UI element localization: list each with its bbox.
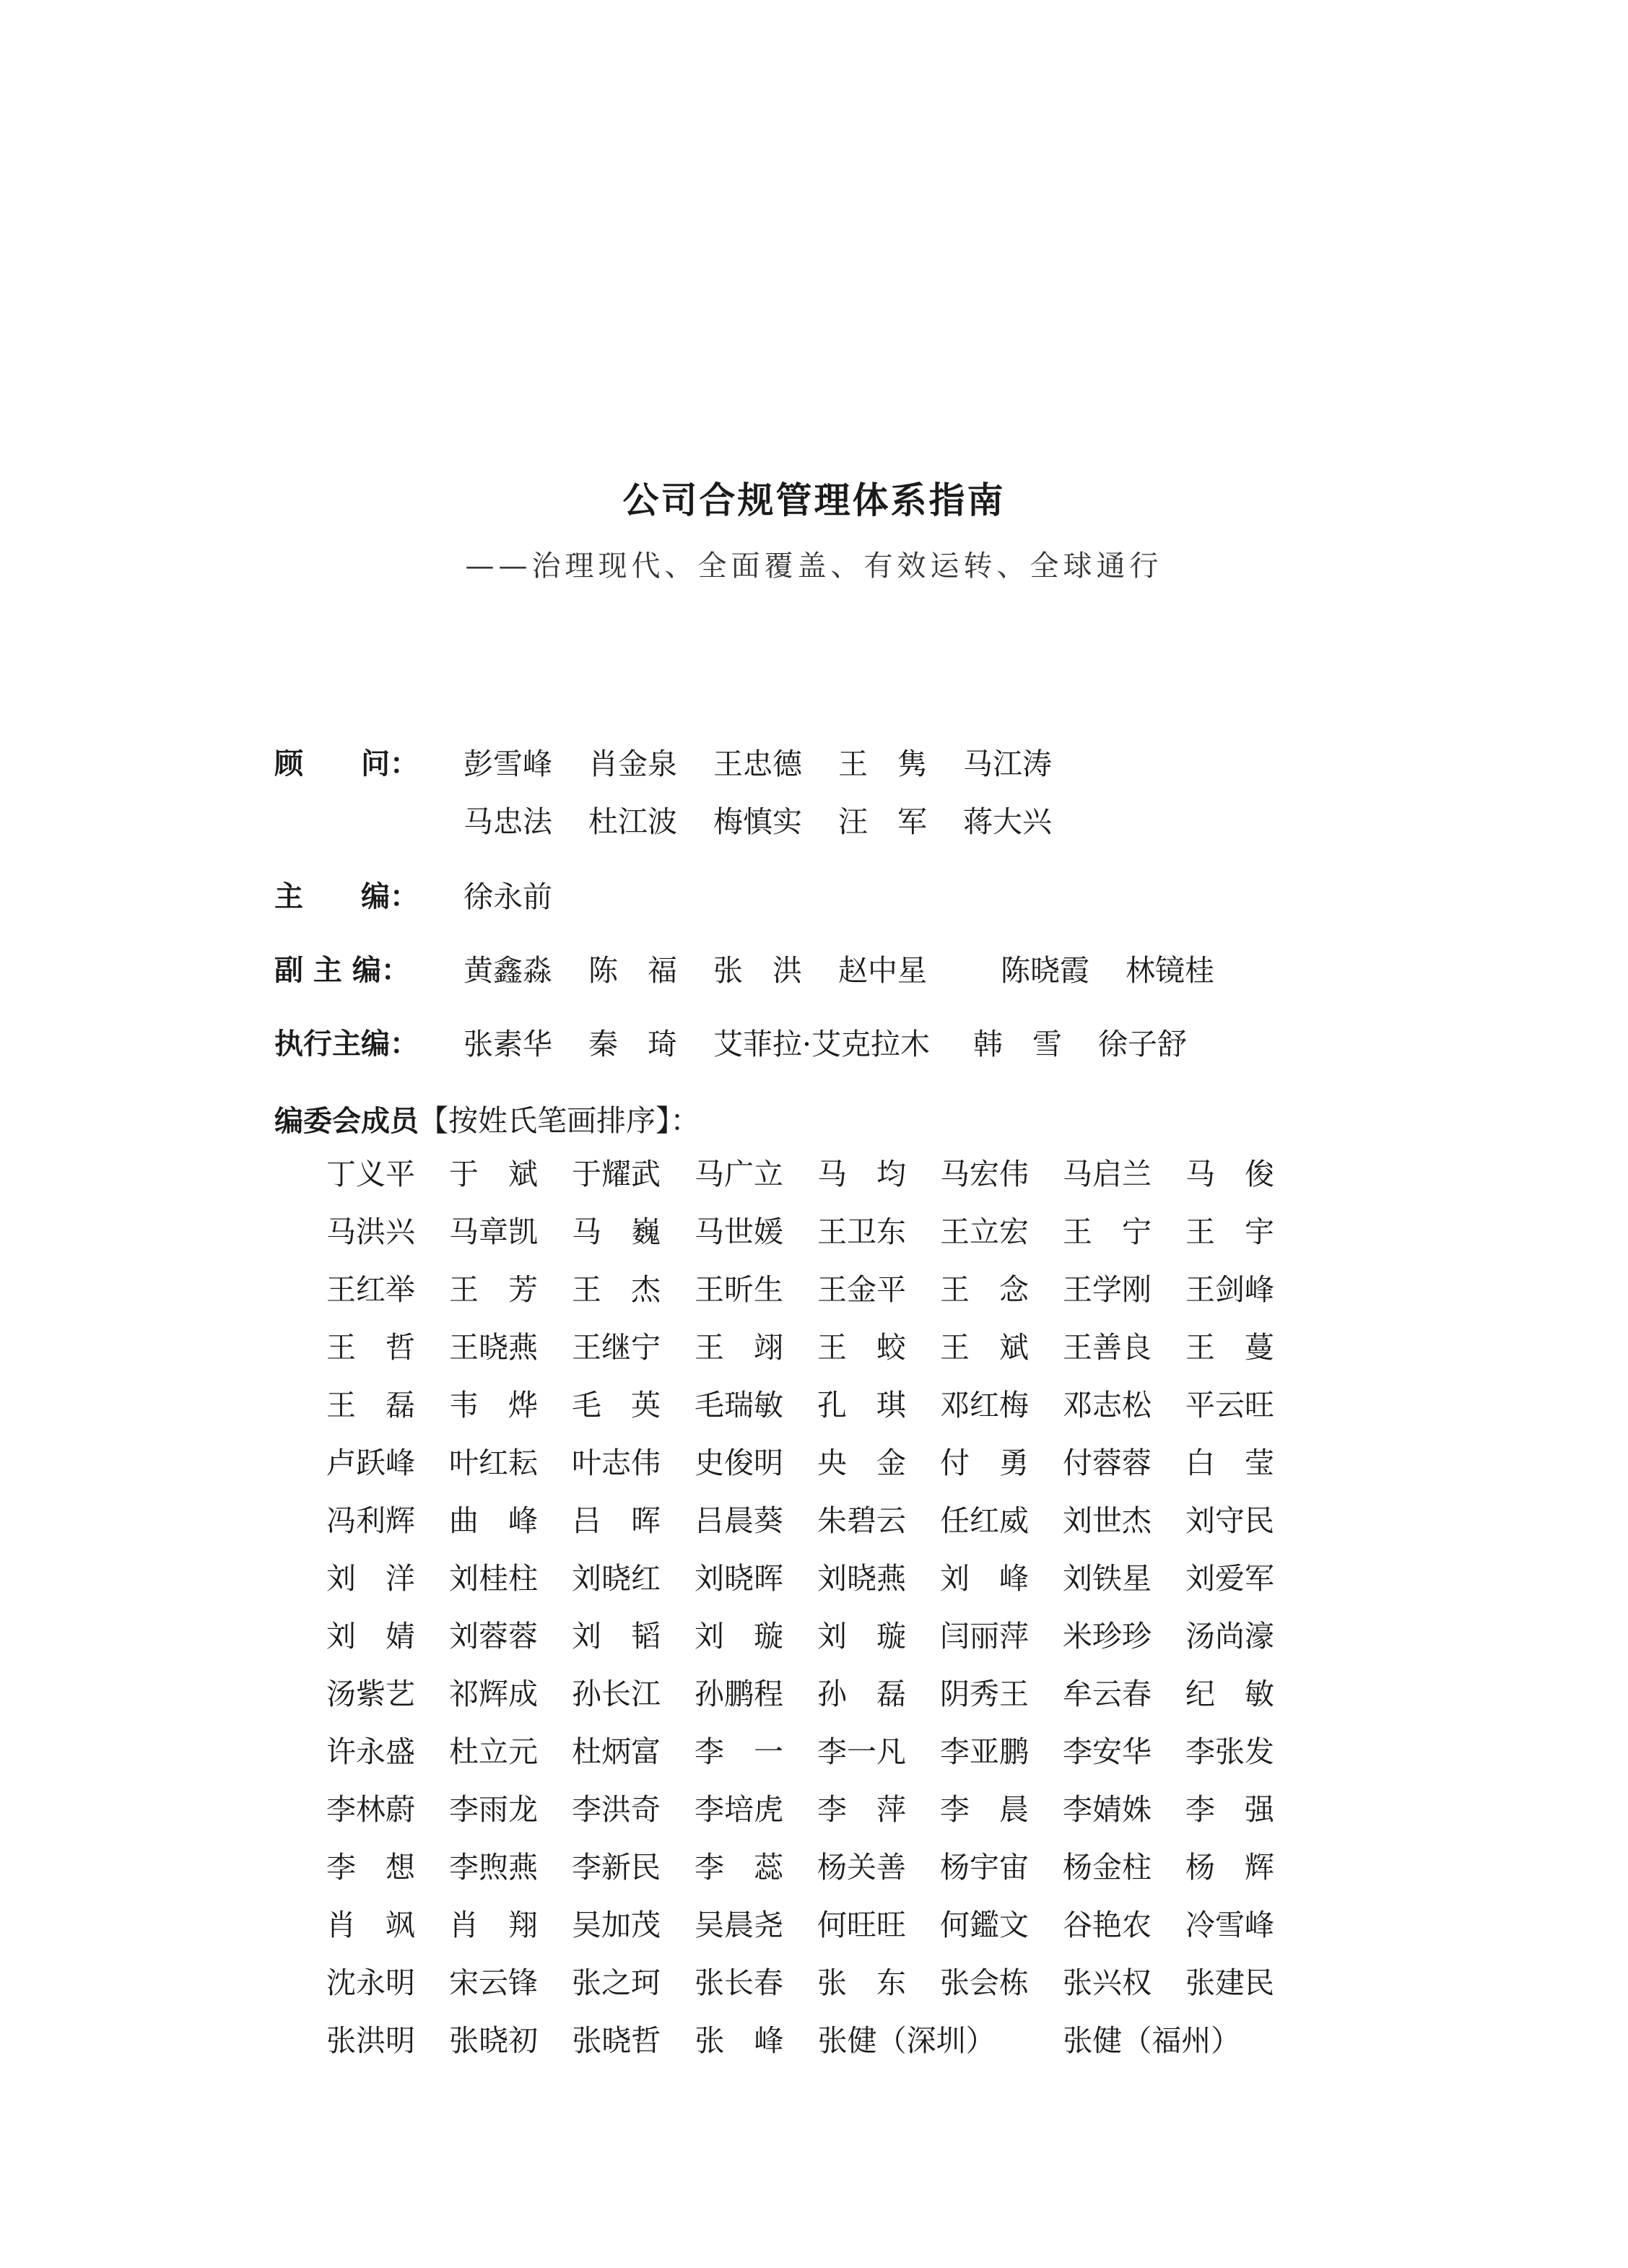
- committee-member-name: 王 哲: [326, 1330, 415, 1365]
- executive-editor-name: 徐子舒: [1098, 1027, 1187, 1061]
- committee-member-name: 马宏伟: [940, 1157, 1029, 1191]
- deputy-editor-name: 林镜桂: [1126, 953, 1214, 988]
- committee-member-name: 任红威: [940, 1503, 1029, 1538]
- chief-editor-names: [463, 877, 588, 917]
- book-subtitle: ——治理现代、全面覆盖、有效运转、全球通行: [465, 549, 1163, 583]
- committee-member-name: 杜炳富: [572, 1734, 661, 1769]
- committee-member-name: 张兴权: [1063, 1965, 1152, 2000]
- committee-member-name: 杨金柱: [1063, 1850, 1152, 1885]
- committee-row: [326, 1616, 1308, 1674]
- committee-member-name: 王晓燕: [449, 1330, 538, 1365]
- committee-row: [326, 1154, 1308, 1212]
- advisor-name: 杜江波: [588, 804, 677, 839]
- committee-member-name: 汤尚濠: [1185, 1619, 1274, 1654]
- committee-member-name: 马章凯: [449, 1215, 538, 1249]
- committee-member-name: 毛 英: [572, 1388, 661, 1422]
- committee-member-name: 王 翊: [695, 1330, 783, 1365]
- committee-member-name: 刘 璇: [817, 1619, 906, 1654]
- executive-editor-name: 秦 琦: [588, 1027, 677, 1061]
- committee-member-name: 刘 峰: [940, 1561, 1029, 1596]
- committee-member-name: 曲 峰: [449, 1503, 538, 1538]
- committee-member-name: 王学刚: [1063, 1272, 1152, 1307]
- committee-member-name: 平云旺: [1185, 1388, 1274, 1422]
- committee-member-name: 吴加茂: [572, 1908, 661, 1942]
- committee-member-name: 李张发: [1185, 1734, 1274, 1769]
- committee-member-name: 王金平: [817, 1272, 906, 1307]
- committee-row: [326, 1327, 1308, 1385]
- committee-member-name: 孔 琪: [817, 1388, 906, 1422]
- committee-member-name: 付蓉蓉: [1063, 1446, 1152, 1480]
- committee-member-name: 李婧姝: [1063, 1792, 1152, 1827]
- committee-member-name: 孙长江: [572, 1677, 661, 1711]
- committee-row: [326, 1963, 1308, 2020]
- committee-member-name: 沈永明: [326, 1965, 415, 2000]
- committee-member-name: 刘 韬: [572, 1619, 661, 1654]
- executive-editor-name: 张素华: [463, 1027, 552, 1061]
- committee-member-name: 张之珂: [572, 1965, 661, 2000]
- committee-member-name: 张晓哲: [572, 2023, 661, 2058]
- advisor-name: 王 隽: [838, 747, 927, 781]
- committee-member-name: 于 斌: [449, 1157, 538, 1191]
- committee-member-name: 李 晨: [940, 1792, 1029, 1827]
- committee-member-name: 李 一: [695, 1734, 783, 1769]
- committee-member-name: 肖 飒: [326, 1908, 415, 1942]
- committee-member-name: 刘 洋: [326, 1561, 415, 1596]
- committee-member-name: 李新民: [572, 1850, 661, 1885]
- committee-member-name: 王 杰: [572, 1272, 661, 1307]
- advisor-name: 王忠德: [713, 747, 802, 781]
- committee-member-name: 米珍珍: [1063, 1619, 1152, 1654]
- deputy-editor-name: 张 洪: [713, 953, 802, 988]
- committee-member-name: 张晓初: [449, 2023, 539, 2058]
- committee-note: 【按姓氏笔画排序】：: [419, 1103, 700, 1138]
- committee-member-name: 张 峰: [695, 2023, 784, 2058]
- committee-member-name: 丁义平: [326, 1157, 415, 1191]
- committee-member-name: 张长春: [695, 1965, 783, 2000]
- committee-member-name: 马洪兴: [326, 1215, 415, 1249]
- committee-member-name: 刘爱军: [1185, 1561, 1274, 1596]
- committee-row: [326, 1905, 1308, 1963]
- committee-member-name: 李林蔚: [326, 1792, 415, 1827]
- committee-member-name: 孙鹏程: [695, 1677, 783, 1711]
- committee-member-name: 王卫东: [817, 1215, 906, 1249]
- committee-member-name: 王红举: [326, 1272, 415, 1307]
- committee-member-name: 李 想: [326, 1850, 415, 1885]
- committee-member-name: 杜立元: [449, 1734, 538, 1769]
- committee-member-name: 刘 璇: [695, 1619, 783, 1654]
- committee-member-name: 韦 烨: [449, 1388, 538, 1422]
- committee-member-name: 何鑑文: [940, 1908, 1029, 1942]
- committee-member-name: 马 均: [817, 1157, 906, 1191]
- committee-member-name: 杨 辉: [1185, 1850, 1274, 1885]
- committee-row: [326, 1212, 1308, 1269]
- committee-member-name: 刘 婧: [326, 1619, 415, 1654]
- advisor-name: 肖金泉: [588, 747, 677, 781]
- committee-member-name: 邓红梅: [940, 1388, 1029, 1422]
- committee-member-name: 叶志伟: [572, 1446, 661, 1480]
- committee-member-name: 马世媛: [695, 1215, 783, 1249]
- committee-member-name: 刘桂柱: [449, 1561, 538, 1596]
- committee-member-name: 肖 翔: [449, 1908, 538, 1942]
- committee-member-name: 闫丽萍: [940, 1619, 1029, 1654]
- committee-member-name: 杨宇宙: [940, 1850, 1029, 1885]
- committee-member-name: 王立宏: [940, 1215, 1029, 1249]
- committee-member-name: 马启兰: [1063, 1157, 1152, 1191]
- committee-member-name: 张建民: [1185, 1965, 1274, 2000]
- committee-row: [326, 1500, 1308, 1558]
- committee-member-name: 纪 敏: [1185, 1677, 1274, 1711]
- advisors-names-2: [463, 801, 1088, 842]
- committee-member-name: 李亚鹏: [940, 1734, 1029, 1769]
- deputy-editors-names: [463, 950, 1250, 991]
- committee-member-name: 许永盛: [326, 1734, 415, 1769]
- committee-members-grid: [326, 1154, 1308, 2078]
- committee-member-name: 王 宁: [1063, 1215, 1152, 1249]
- committee-member-name: 刘晓燕: [817, 1561, 906, 1596]
- committee-row: [326, 1558, 1308, 1616]
- committee-member-name: 王剑峰: [1185, 1272, 1274, 1307]
- committee-member-name: 刘铁星: [1063, 1561, 1152, 1596]
- committee-label: 编委会成员: [274, 1105, 419, 1138]
- committee-row: [326, 1732, 1308, 1789]
- committee-member-name: 李安华: [1063, 1734, 1152, 1769]
- committee-member-name: 李 强: [1185, 1792, 1274, 1827]
- committee-member-name: 马 巍: [572, 1215, 661, 1249]
- executive-editor-name: 艾菲拉·艾克拉木: [713, 1027, 931, 1061]
- committee-member-name: 何旺旺: [817, 1908, 906, 1942]
- committee-member-name: 吕晨葵: [695, 1503, 783, 1538]
- committee-member-name: 卢跃峰: [326, 1446, 415, 1480]
- advisors-names-1: [463, 744, 1088, 784]
- committee-row: [326, 1269, 1308, 1327]
- committee-member-name: 李煦燕: [449, 1850, 538, 1885]
- committee-heading: [274, 1100, 700, 1142]
- committee-member-name: 张健（深圳）: [817, 2023, 996, 2058]
- book-title: 公司合规管理体系指南: [622, 479, 1006, 521]
- committee-row: [326, 1847, 1308, 1905]
- deputy-editor-name: 赵中星: [838, 953, 927, 988]
- committee-member-name: 吴晨尧: [695, 1908, 783, 1942]
- committee-row: [326, 1443, 1308, 1500]
- committee-row: [326, 1789, 1308, 1847]
- committee-member-name: 刘晓红: [572, 1561, 661, 1596]
- committee-member-name: 央 金: [817, 1446, 906, 1480]
- deputy-editor-name: 黄鑫淼: [463, 953, 552, 988]
- committee-member-name: 李 蕊: [695, 1850, 783, 1885]
- committee-member-name: 邓志松: [1063, 1388, 1152, 1422]
- committee-member-name: 冷雪峰: [1185, 1908, 1274, 1942]
- committee-member-name: 白 莹: [1185, 1446, 1274, 1480]
- committee-member-name: 于耀武: [572, 1157, 661, 1191]
- chief-editor-name: 徐永前: [463, 879, 552, 914]
- committee-member-name: 王 斌: [940, 1330, 1029, 1365]
- committee-member-name: 王 宇: [1185, 1215, 1274, 1249]
- committee-member-name: 叶红耘: [449, 1446, 538, 1480]
- committee-member-name: 张 东: [817, 1965, 906, 2000]
- advisor-name: 梅慎实: [713, 804, 802, 839]
- committee-member-name: 刘守民: [1185, 1503, 1274, 1538]
- committee-row: [326, 1385, 1308, 1443]
- committee-member-name: 马 俊: [1185, 1157, 1274, 1191]
- committee-member-name: 王继宁: [572, 1330, 661, 1365]
- executive-editor-name: 韩 雪: [973, 1027, 1062, 1061]
- committee-member-name: 马广立: [695, 1157, 783, 1191]
- committee-row: [326, 1674, 1308, 1732]
- committee-member-name: 牟云春: [1063, 1677, 1152, 1711]
- committee-member-name: 刘晓晖: [695, 1561, 783, 1596]
- committee-member-name: 朱碧云: [817, 1503, 906, 1538]
- committee-member-name: 付 勇: [940, 1446, 1029, 1480]
- committee-member-name: 李 萍: [817, 1792, 906, 1827]
- committee-member-name: 吕 晖: [572, 1503, 661, 1538]
- committee-member-name: 王 念: [940, 1272, 1029, 1307]
- committee-member-name: 毛瑞敏: [695, 1388, 783, 1422]
- committee-member-name: 李雨龙: [449, 1792, 538, 1827]
- committee-member-name: 王昕生: [695, 1272, 783, 1307]
- committee-member-name: 张健（福州）: [1063, 2023, 1241, 2058]
- deputy-editor-name: 陈 福: [588, 953, 677, 988]
- committee-member-name: 阴秀王: [940, 1677, 1029, 1711]
- advisor-name: 马忠法: [463, 804, 552, 839]
- executive-editors-label: 执行主编：: [274, 1027, 419, 1061]
- chief-editor-label: 主 编：: [274, 880, 419, 913]
- committee-member-name: 李培虎: [695, 1792, 783, 1827]
- committee-row: [326, 2020, 1308, 2078]
- committee-member-name: 张洪明: [326, 2023, 415, 2058]
- committee-member-name: 王 磊: [326, 1388, 415, 1422]
- committee-member-name: 王 蔓: [1185, 1330, 1274, 1365]
- advisor-name: 马江涛: [963, 747, 1052, 781]
- committee-member-name: 刘蓉蓉: [449, 1619, 538, 1654]
- committee-member-name: 李一凡: [817, 1734, 906, 1769]
- advisor-name: 汪 军: [838, 804, 927, 839]
- deputy-editor-name: 陈晓霞: [1001, 953, 1089, 988]
- committee-member-name: 冯利辉: [326, 1503, 415, 1538]
- committee-member-name: 孙 磊: [817, 1677, 906, 1711]
- committee-member-name: 史俊明: [695, 1446, 783, 1480]
- committee-member-name: 宋云锋: [449, 1965, 538, 2000]
- committee-member-name: 杨关善: [817, 1850, 906, 1885]
- executive-editors-names: [463, 1024, 1223, 1064]
- deputy-editors-label: 副 主 编：: [274, 954, 410, 987]
- committee-member-name: 刘世杰: [1063, 1503, 1152, 1538]
- committee-member-name: 王善良: [1063, 1330, 1152, 1365]
- committee-member-name: 谷艳农: [1063, 1908, 1152, 1942]
- advisors-label: 顾 问：: [274, 747, 419, 781]
- committee-member-name: 张会栋: [940, 1965, 1029, 2000]
- committee-member-name: 汤紫艺: [326, 1677, 415, 1711]
- committee-member-name: 王 蛟: [817, 1330, 906, 1365]
- committee-member-name: 王 芳: [449, 1272, 538, 1307]
- advisor-name: 蒋大兴: [963, 804, 1052, 839]
- committee-member-name: 祁辉成: [449, 1677, 538, 1711]
- committee-member-name: 李洪奇: [572, 1792, 661, 1827]
- advisor-name: 彭雪峰: [463, 747, 552, 781]
